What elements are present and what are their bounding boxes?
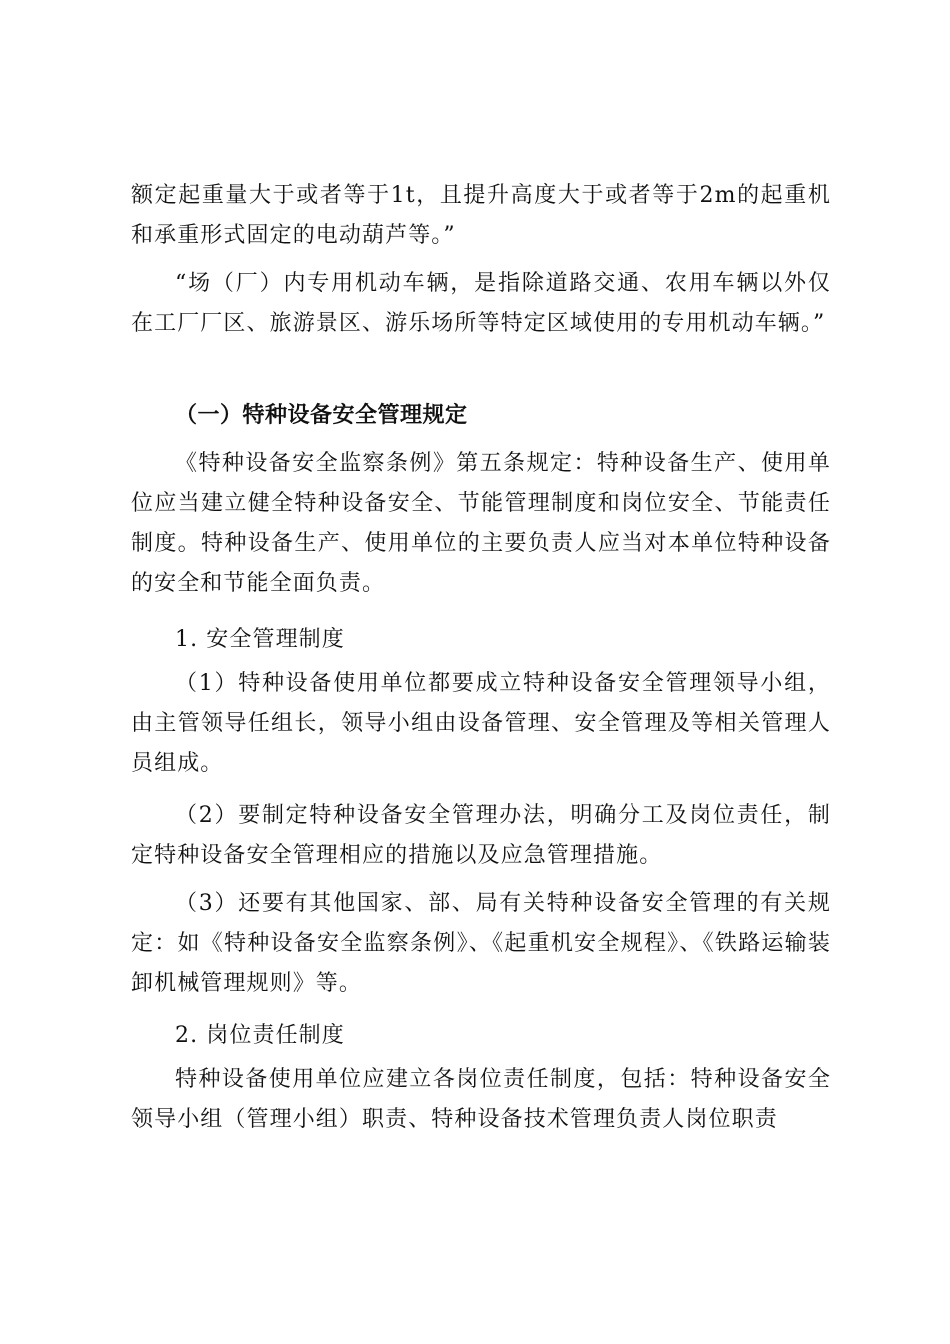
paragraph-crane-definition: 额定起重量大于或者等于1t，且提升高度大于或者等于2m的起重机和承重形式固定的电动葫芦等。”: [131, 183, 831, 248]
subheading-safety-management-system: 1. 安全管理制度: [175, 627, 345, 652]
section-heading-safety-rules: （一）特种设备安全管理规定: [175, 403, 468, 428]
paragraph-vehicle-definition: “场（厂）内专用机动车辆，是指除道路交通、农用车辆以外仅在工厂厂区、旅游景区、游乐场所等特定区域使用的专用机动车辆。”: [131, 271, 831, 336]
list-item-1: （1）特种设备使用单位都要成立特种设备安全管理领导小组，由主管领导任组长，领导小组由设备管理、安全管理及等相关管理人员组成。: [131, 671, 831, 776]
paragraph-post-responsibility: 特种设备使用单位应建立各岗位责任制度，包括：特种设备安全领导小组（管理小组）职责、特种设备技术管理负责人岗位职责: [131, 1067, 831, 1132]
paragraph-regulation-article-5: 《特种设备安全监察条例》第五条规定：特种设备生产、使用单位应当建立健全特种设备安全、节能管理制度和岗位安全、节能责任制度。特种设备生产、使用单位的主要负责人应当对本单位特种设备的安全和节能全面负责。: [131, 451, 831, 596]
list-item-2: （2）要制定特种设备安全管理办法，明确分工及岗位责任，制定特种设备安全管理相应的措施以及应急管理措施。: [131, 803, 831, 868]
subheading-post-responsibility: 2. 岗位责任制度: [175, 1023, 345, 1048]
list-item-3: （3）还要有其他国家、部、局有关特种设备安全管理的有关规定：如《特种设备安全监察条例》、《起重机安全规程》、《铁路运输装卸机械管理规则》等。: [131, 891, 831, 996]
